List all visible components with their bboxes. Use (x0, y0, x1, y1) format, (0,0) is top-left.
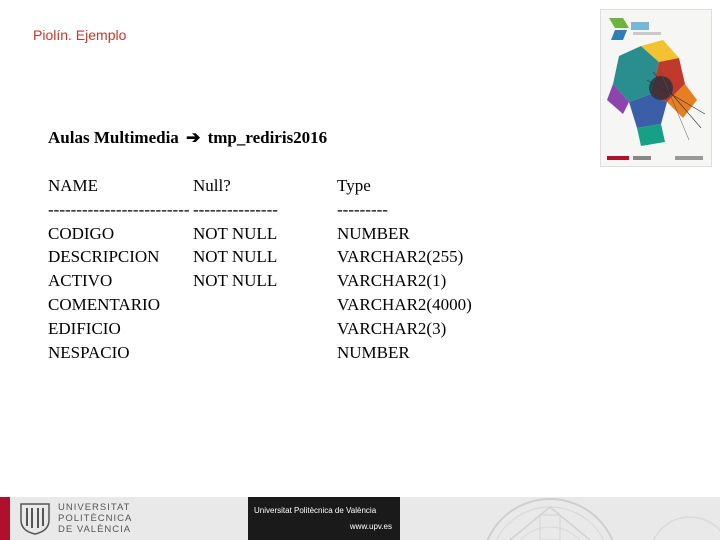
separator-null: --------------- (193, 199, 278, 219)
university-url[interactable]: www.upv.es (349, 522, 392, 531)
arrow-right-icon: ➔ (186, 128, 201, 147)
university-wordmark (58, 502, 132, 535)
cell-null: NOT NULL (193, 247, 278, 267)
separator-name: ------------------------- (48, 199, 190, 219)
column-header-name: NAME (48, 176, 99, 195)
cell-name: CODIGO (48, 223, 115, 243)
separator-type: --------- (337, 199, 388, 219)
university-crest-icon (18, 502, 52, 535)
poster-thumbnail (600, 9, 712, 167)
cell-type: VARCHAR2(255) (337, 247, 464, 267)
watermark-seal-icon (400, 497, 720, 540)
university-name: Universitat Politècnica de València (254, 506, 377, 515)
heading-target: tmp_rediris2016 (207, 128, 328, 147)
cell-type: VARCHAR2(4000) (337, 294, 472, 314)
footer-bar (0, 497, 720, 540)
wordmark-line: DE VALÈNCIA (58, 524, 132, 535)
wordmark-line: UNIVERSITAT (58, 502, 131, 513)
cell-name: NESPACIO (48, 342, 130, 362)
column-header-null: Null? (193, 176, 231, 195)
slide-title: Piolín. Ejemplo (33, 27, 127, 43)
footer-info-panel (248, 497, 400, 540)
cell-name: ACTIVO (48, 271, 113, 291)
wordmark-line: POLITÈCNICA (58, 513, 133, 524)
poster-image (601, 10, 711, 166)
cell-type: NUMBER (337, 342, 410, 362)
cell-type: VARCHAR2(1) (337, 271, 447, 291)
cell-name: COMENTARIO (48, 294, 160, 314)
footer-accent-bar (0, 497, 10, 540)
cell-name: EDIFICIO (48, 318, 121, 338)
cell-type: NUMBER (337, 223, 410, 243)
cell-name: DESCRIPCION (48, 247, 160, 267)
table-heading (48, 128, 327, 148)
heading-source: Aulas Multimedia (48, 128, 179, 147)
cell-null: NOT NULL (193, 271, 278, 291)
cell-type: VARCHAR2(3) (337, 318, 447, 338)
cell-null: NOT NULL (193, 223, 278, 243)
column-header-type: Type (337, 176, 371, 195)
